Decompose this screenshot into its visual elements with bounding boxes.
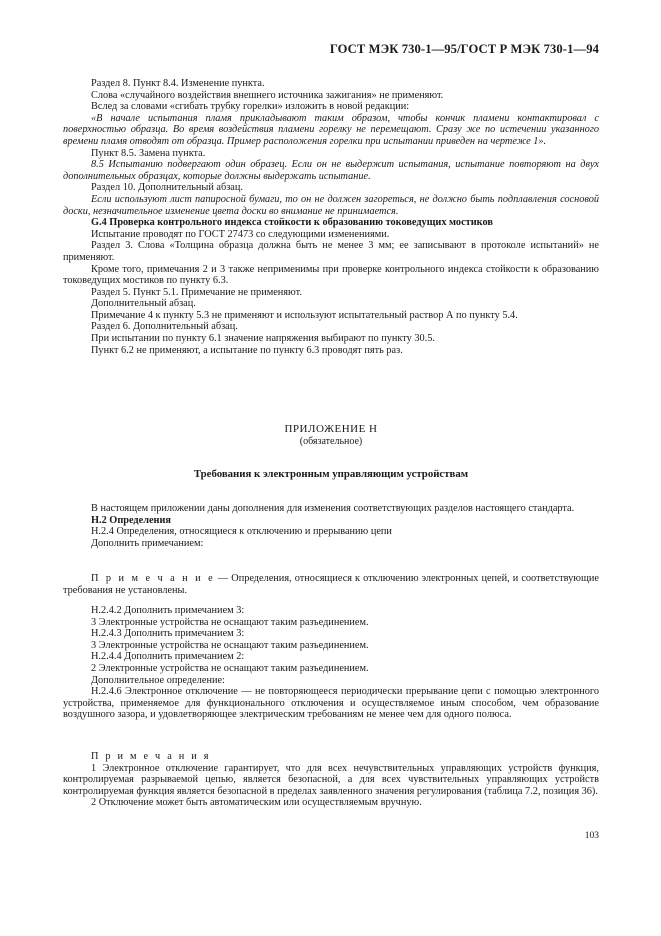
note-text: — Определения, относящиеся к отключению электронных цепей, и соответствующие требования не установлены.: [63, 573, 599, 596]
note-paragraph: [63, 573, 599, 596]
subsection-heading: G.4 Проверка контрольного индекса стойкости к образованию токоведущих мостиков: [91, 217, 493, 229]
paragraph: В настоящем приложении даны дополнения для изменения соответствующих разделов настоящего стандарта.: [91, 503, 575, 514]
paragraph: Испытание проводят по ГОСТ 27473 со следующими изменениями.: [91, 228, 390, 240]
quoted-text: Если используют лист папиросной бумаги, то он не должен загореться, не должно быть подплавления сосновой доски, незначительное изменение цвета доски во внимание не принимается.: [63, 193, 599, 217]
paragraph: При испытании по пункту 6.1 значение напряжения выбирают по пункту 30.5.: [91, 333, 435, 345]
appendix-subtitle: (обязательное): [299, 436, 363, 447]
paragraph: Пункт 8.5. Замена пункта.: [91, 147, 206, 159]
paragraph: Слова «случайного воздействия внешнего источника зажигания» не применяют.: [91, 89, 444, 101]
section-g-text: [63, 78, 599, 356]
appendix-title: ПРИЛОЖЕНИЕ Н: [284, 423, 378, 435]
definitions-block: [63, 605, 599, 721]
appendix-intro: [63, 503, 599, 549]
note-block: [63, 573, 599, 596]
paragraph: Раздел 8. Пункт 8.4. Изменение пункта.: [91, 78, 265, 89]
subsection-heading: Н.2 Определения: [91, 514, 171, 526]
paragraph: Раздел 5. Пункт 5.1. Примечание не применяют.: [91, 286, 302, 298]
document-page: [63, 0, 599, 936]
page-number: 103: [584, 831, 599, 841]
paragraph: Кроме того, примечания 2 и 3 также неприменимы при проверке контрольного индекса стойкости к образованию токоведущих мостиков по пункту 6.3.: [63, 263, 599, 287]
paragraph: Раздел 10. Дополнительный абзац.: [91, 182, 243, 194]
quoted-text: «В начале испытания пламя прикладывают таким образом, чтобы кончик пламени контактировал с поверхностью образца. Во время воздействия пламени горелку не перемещают. Сразу же по истечении указанного времени пламя отводят от образца. Пример расположения горелки при испытании приведен на чертеже 1».: [63, 112, 599, 147]
paragraph: Раздел 3. Слова «Толщина образца должна быть не менее 3 мм; ее записывают в протоколе испытаний» не применяют.: [63, 240, 599, 263]
appendix-heading: Требования к электронным управляющим устройствам: [193, 468, 469, 480]
paragraph: Пункт 6.2 не применяют, а испытание по пункту 6.3 проводят пять раз.: [91, 344, 403, 356]
paragraph: Н.2.4.3 Дополнить примечанием 3:: [91, 628, 245, 640]
note-label: П р и м е ч а н и е: [91, 573, 215, 584]
paragraph: Вслед за словами «сгибать трубку горелки» изложить в новой редакции:: [91, 101, 410, 113]
notes-block: [63, 751, 599, 809]
paragraph: Дополнительное определение:: [91, 674, 225, 686]
paragraph: Н.2.4.4 Дополнить примечанием 2:: [91, 651, 245, 663]
paragraph: Примечание 4 к пункту 5.3 не применяют и используют испытательный раствор А по пункту 5.4.: [91, 309, 518, 321]
paragraph: 3 Электронные устройства не оснащают таким разъединением.: [91, 616, 369, 628]
paragraph: Н.2.4.6 Электронное отключение — не повторяющееся периодически прерывание цепи с помощью электронного устройства, применяемое для функционального отключения и осуществляемое иным способом, чем образование воздушного зазора, и удовлетворяющее электрическим требованиям не менее чем для одного полюса.: [63, 686, 599, 721]
note-item: 1 Электронное отключение гарантирует, что для всех нечувствительных управляющих устройств функция, контролируемая разрываемой цепью, является безопасной, а для всех чувствительных управляющих устройств контролируемая функция является безопасной в пределах заявленного значения регулирования (таблица 7.2, позиция 36).: [63, 762, 599, 797]
paragraph: Дополнить примечанием:: [91, 537, 204, 549]
paragraph: Н.2.4.2 Дополнить примечанием 3:: [91, 605, 245, 616]
paragraph: Н.2.4 Определения, относящиеся к отключению и прерыванию цепи: [91, 526, 392, 538]
paragraph: 3 Электронные устройства не оснащают таким разъединением.: [91, 639, 369, 651]
note-item: 2 Отключение может быть автоматическим или осуществляемым вручную.: [91, 797, 422, 809]
paragraph: Раздел 6. Дополнительный абзац.: [91, 321, 238, 333]
document-header: ГОСТ МЭК 730-1—95/ГОСТ Р МЭК 730-1—94: [329, 42, 599, 56]
paragraph: Дополнительный абзац.: [91, 298, 196, 310]
quoted-text: 8.5 Испытанию подвергают один образец. Если он не выдержит испытания, испытание повторяют на двух дополнительных образцах, которые должны выдержать испытание.: [63, 159, 599, 182]
notes-label: П р и м е ч а н и я: [91, 751, 211, 762]
paragraph: 2 Электронные устройства не оснащают таким разъединением.: [91, 662, 369, 674]
